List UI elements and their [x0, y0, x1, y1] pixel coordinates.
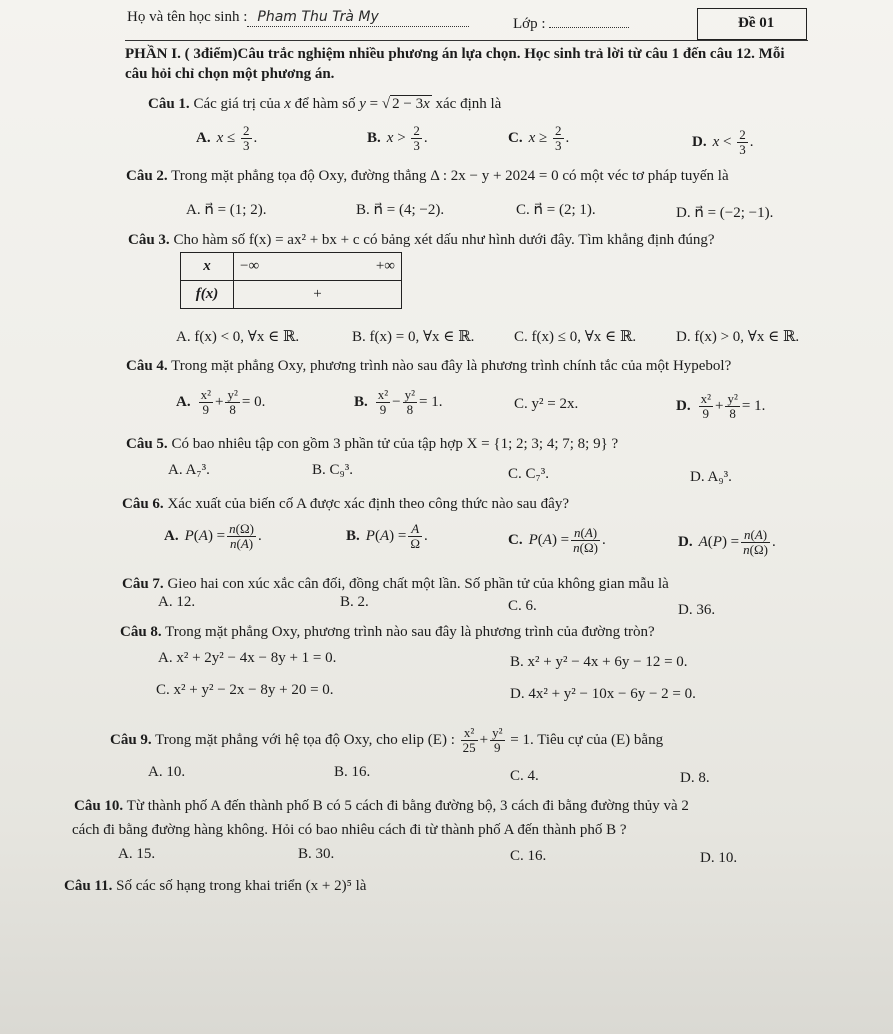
q2-option-b[interactable]: B. n⃗ = (4; −2).	[356, 202, 445, 218]
question-7-stem	[122, 576, 669, 593]
question-10-stem	[74, 798, 689, 815]
question-3-stem	[128, 232, 715, 249]
question-9-text: Trong mặt phẳng với hệ tọa độ Oxy, cho elip (E) :	[155, 731, 455, 748]
question-1-text: Các giá trị của	[193, 96, 281, 112]
q4-option-b[interactable]: B. $\frac{\text{x²}}{9}$ − $\frac{\text{y²}}{8}$ = 1.	[354, 387, 443, 417]
minus-infinity: −∞	[240, 258, 260, 274]
q4-option-d[interactable]: D. $\frac{\text{x²}}{9}$ + $\frac{\text{y²}}{8}$ = 1.	[676, 391, 766, 421]
question-11-number: Câu 11.	[64, 878, 113, 894]
question-6-stem	[122, 496, 569, 513]
question-5-number: Câu 5.	[126, 436, 168, 452]
name-label	[127, 9, 469, 27]
question-8-stem	[120, 624, 655, 641]
q7-option-a[interactable]: A. 12.	[158, 594, 196, 610]
exam-code: Đề 01	[738, 15, 775, 31]
q1-option-c[interactable]: C. x ≥ $\frac{2}{3}$ .	[508, 123, 570, 153]
q8-option-a[interactable]: A. x² + 2y² − 4x − 8y + 1 = 0.	[158, 650, 337, 666]
q1-option-b-label: B.	[367, 129, 381, 146]
q5-option-a[interactable]: A. A₇³.	[168, 462, 210, 478]
question-1-text-2: để hàm số	[294, 96, 356, 112]
question-2-stem	[126, 168, 729, 185]
question-1-stem: Câu 1. Các giá trị của x để hàm số y = √ 2 − 3x xác định là	[148, 96, 502, 112]
exam-code-box	[697, 8, 807, 40]
q3-option-b[interactable]: B. f(x) = 0, ∀x ∈ ℝ.	[352, 329, 475, 345]
q9-option-b[interactable]: B. 16.	[334, 764, 371, 780]
q5-option-c[interactable]: C. C₇³.	[508, 466, 549, 482]
q8-option-c[interactable]: C. x² + y² − 2x − 8y + 20 = 0.	[156, 682, 334, 698]
q1-option-a-label: A.	[196, 129, 211, 146]
q6-option-d[interactable]: D. A(P) = $\frac{n(A)}{n(\Omega)}$ .	[678, 527, 776, 557]
header-divider	[125, 40, 808, 41]
sign-table-sign: +	[234, 281, 402, 309]
q10-option-c[interactable]: C. 16.	[510, 848, 547, 864]
q9-option-a[interactable]: A. 10.	[148, 764, 186, 780]
question-7-number: Câu 7.	[122, 576, 164, 592]
q5-option-d[interactable]: D. A₉³.	[690, 469, 732, 485]
question-9-number: Câu 9.	[110, 731, 152, 748]
question-4-number: Câu 4.	[126, 358, 168, 374]
q7-option-b[interactable]: B. 2.	[340, 594, 369, 610]
section-title: PHẦN I. ( 3điểm)Câu trắc nghiệm nhiều phương án lựa chọn. Học sinh trả lời từ câu 1 đến câu 12. Mỗi	[125, 46, 785, 62]
question-10-text: Từ thành phố A đến thành phố B có 5 cách đi bằng đường bộ, 3 cách đi bằng đường thủy và 2	[126, 798, 689, 814]
sign-table	[180, 252, 402, 309]
class-label	[513, 16, 629, 33]
q3-option-a[interactable]: A. f(x) < 0, ∀x ∈ ℝ.	[176, 329, 300, 345]
q1-option-b[interactable]: B. x > $\frac{2}{3}$ .	[367, 123, 428, 153]
q5-option-b[interactable]: B. C₉³.	[312, 462, 353, 478]
plus-infinity: +∞	[375, 258, 395, 274]
q9-option-d[interactable]: D. 8.	[680, 770, 710, 786]
q7-option-d[interactable]: D. 36.	[678, 602, 716, 618]
q6-option-b[interactable]: B. P(A) = $\frac{A}{\Omega}$ .	[346, 521, 428, 551]
q8-option-d[interactable]: D. 4x² + y² − 10x − 6y − 2 = 0.	[510, 686, 696, 702]
q1-option-d[interactable]: D. x < $\frac{2}{3}$ .	[692, 127, 754, 157]
question-2-number: Câu 2.	[126, 168, 168, 184]
question-9-text-2: = 1. Tiêu cự của (E) bằng	[510, 731, 664, 748]
q6-option-c[interactable]: C. P(A) = $\frac{n(A)}{n(\Omega)}$ .	[508, 525, 606, 555]
question-9-stem: Câu 9. Trong mặt phẳng với hệ tọa độ Oxy, cho elip (E) : $\frac{\text{x²}}{25}$ + $\frac{\text{y²}}{9}$ = 1. Tiêu cự của (E) bằng	[110, 725, 664, 755]
question-5-text: Có bao nhiêu tập con gồm 3 phần tử của tập hợp X = {1; 2; 3; 4; 7; 8; 9} ?	[171, 436, 619, 452]
student-name: Pham Thu Trà My	[257, 9, 379, 25]
q10-option-b[interactable]: B. 30.	[298, 846, 335, 862]
question-1-number: Câu 1.	[148, 96, 190, 112]
q1-option-d-label: D.	[692, 133, 707, 150]
question-2-text: Trong mặt phẳng tọa độ Oxy, đường thẳng Δ : 2x − y + 2024 = 0 có một véc tơ pháp tuyến là	[171, 168, 729, 184]
q1-option-c-label: C.	[508, 129, 523, 146]
q6-option-a[interactable]: A. P(A) = $\frac{n(\Omega)}{n(A)}$ .	[164, 521, 262, 551]
question-8-text: Trong mặt phẳng Oxy, phương trình nào sau đây là phương trình của đường tròn?	[165, 624, 655, 640]
question-10-number: Câu 10.	[74, 798, 124, 814]
sign-table-x-header: x	[181, 253, 234, 281]
q7-option-c[interactable]: C. 6.	[508, 598, 537, 614]
question-4-stem	[126, 358, 731, 375]
question-3-number: Câu 3.	[128, 232, 170, 248]
question-6-number: Câu 6.	[122, 496, 164, 512]
question-8-number: Câu 8.	[120, 624, 162, 640]
question-7-text: Gieo hai con xúc xắc cân đối, đồng chất một lần. Số phần tử của không gian mẫu là	[167, 576, 669, 592]
question-10-stem-line2: cách đi bằng đường hàng không. Hỏi có bao nhiêu cách đi từ thành phố A đến thành phố B ?	[72, 822, 627, 838]
q2-option-d[interactable]: D. n⃗ = (−2; −1).	[676, 205, 774, 221]
q2-option-a[interactable]: A. n⃗ = (1; 2).	[186, 202, 267, 218]
q1-option-a[interactable]: A. x ≤ $\frac{2}{3}$ .	[196, 123, 258, 153]
section-title-line2: câu hỏi chỉ chọn một phương án.	[125, 66, 335, 82]
class-label-text: Lớp :	[513, 16, 546, 32]
question-3-text: Cho hàm số f(x) = ax² + bx + c có bảng xét dấu như hình dưới đây. Tìm khẳng định đúng?	[173, 232, 715, 248]
q3-option-c[interactable]: C. f(x) ≤ 0, ∀x ∈ ℝ.	[514, 329, 637, 345]
question-11-text: Số các số hạng trong khai triển (x + 2)⁵ là	[116, 878, 367, 894]
q3-option-d[interactable]: D. f(x) > 0, ∀x ∈ ℝ.	[676, 329, 800, 345]
sign-table-fx-header: f(x)	[181, 281, 234, 309]
question-5-stem	[126, 436, 618, 453]
name-label-text: Họ và tên học sinh :	[127, 9, 248, 25]
q9-option-c[interactable]: C. 4.	[510, 768, 539, 784]
q4-option-a[interactable]: A. $\frac{\text{x²}}{9}$ + $\frac{\text{y²}}{8}$ = 0.	[176, 387, 266, 417]
q10-option-a[interactable]: A. 15.	[118, 846, 156, 862]
question-1-text-3: xác định là	[435, 96, 502, 112]
sign-table-x-row	[234, 253, 402, 281]
q4-option-c[interactable]: C. y² = 2x.	[514, 396, 579, 412]
question-11-stem	[64, 878, 366, 895]
question-4-text: Trong mặt phẳng Oxy, phương trình nào sau đây là phương trình chính tắc của một Hypebol?	[171, 358, 732, 374]
question-6-text: Xác xuất của biến cố A được xác định theo công thức nào sau đây?	[167, 496, 569, 512]
q2-option-c[interactable]: C. n⃗ = (2; 1).	[516, 202, 596, 218]
q8-option-b[interactable]: B. x² + y² − 4x + 6y − 12 = 0.	[510, 654, 688, 670]
q10-option-d[interactable]: D. 10.	[700, 850, 738, 866]
